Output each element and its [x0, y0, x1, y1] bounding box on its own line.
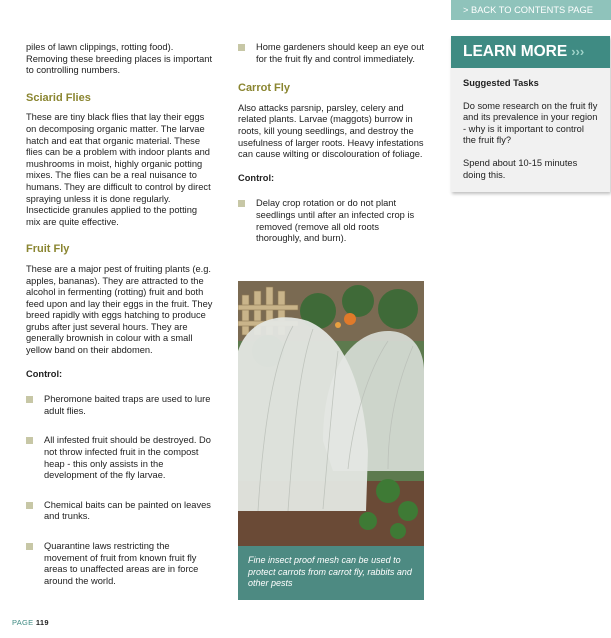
- learn-more-header: [451, 36, 610, 68]
- learn-more-body: [451, 68, 610, 202]
- list-item: Home gardeners should keep an eye out for the fruit fly and control immediately.: [238, 42, 426, 65]
- task-text: Do some research on the fruit fly and its prevalence in your region - why is it important to control the fruit fly?: [463, 100, 598, 146]
- photo-caption: Fine insect proof mesh can be used to protect carrots from carrot fly, rabbits and other pests: [238, 546, 424, 600]
- garden-mesh-illustration: [238, 281, 424, 546]
- page-label: PAGE: [12, 618, 34, 627]
- bullet-square-icon: [26, 502, 33, 509]
- middle-column: [238, 42, 426, 263]
- learn-more-box: [451, 36, 610, 192]
- bullet-square-icon: [26, 437, 33, 444]
- fruit-fly-heading: Fruit Fly: [26, 243, 70, 256]
- page-number-value: 119: [35, 618, 49, 627]
- left-column: [26, 42, 214, 605]
- fruit-fly-control-list-continued: [238, 42, 426, 65]
- list-item: Delay crop rotation or do not plant seedlings until after an infected crop is removed (remove all old roots thoroughly, and burn).: [238, 198, 426, 244]
- list-item: Quarantine laws restricting the movement of fruit from known fruit fly areas to unaffected areas are in force around the world.: [26, 541, 214, 587]
- intro-paragraph: piles of lawn clippings, rotting food). Removing these breeding places is important to controlling numbers.: [26, 42, 213, 76]
- bullet-square-icon: [238, 44, 245, 51]
- carrot-fly-paragraph: Also attacks parsnip, parsley, celery and related plants. Larvae (maggots) burrow in roots, kill young seedlings, and destroy the usefulness of larger roots. Heavy infestations can cause wilting or discolouration of foliage.: [238, 102, 424, 160]
- fruit-fly-paragraph: These are a major pest of fruiting plants (e.g. apples, bananas). They are attracted to the alcohol in fermenting (rotting) fruit and both feed upon and lay their eggs in the fruit. They breed rapidly with eggs hatching to produce grubs after just several hours. They are generally brownish in colour with a small yellow band on their abdomen.: [26, 263, 213, 356]
- back-to-contents-button[interactable]: > BACK TO CONTENTS PAGE: [451, 0, 611, 20]
- list-item: Chemical baits can be painted on leaves and trunks.: [26, 500, 214, 523]
- sciarid-paragraph: These are tiny black flies that lay their eggs on decomposing organic matter. The larvae hatch and eat that organic material. These flies can be a problem with indoor plants and mushrooms in moist, highly organic potting mixes. The flies can be a real nuisance to humans. They are difficult to control by direct spraying unless it is done regularly. Insecticide granules applied to the potting mix are quite effective.: [26, 112, 211, 227]
- sciarid-heading: Sciarid Flies: [26, 91, 91, 104]
- carrot-fly-control-label: Control:: [238, 172, 275, 183]
- bullet-square-icon: [26, 396, 33, 403]
- bullet-square-icon: [26, 543, 33, 550]
- carrot-fly-control-list: [238, 198, 426, 244]
- list-item: Pheromone baited traps are used to lure adult flies.: [26, 394, 214, 417]
- fruit-fly-control-list: [26, 394, 214, 587]
- page-number: [12, 618, 49, 627]
- learn-more-title: LEARN MORE: [463, 43, 568, 60]
- suggested-tasks-heading: Suggested Tasks: [463, 78, 539, 88]
- bullet-square-icon: [238, 200, 245, 207]
- time-text: Spend about 10-15 minutes doing this.: [463, 157, 578, 180]
- list-item: All infested fruit should be destroyed. Do not throw infected fruit in the compost heap - this only assists in the development of the fly larvae.: [26, 435, 214, 481]
- garden-mesh-photo: [238, 281, 424, 600]
- fruit-fly-control-label: Control:: [26, 368, 63, 379]
- carrot-fly-heading: Carrot Fly: [238, 82, 290, 95]
- chevron-right-icon: ›››: [571, 44, 585, 59]
